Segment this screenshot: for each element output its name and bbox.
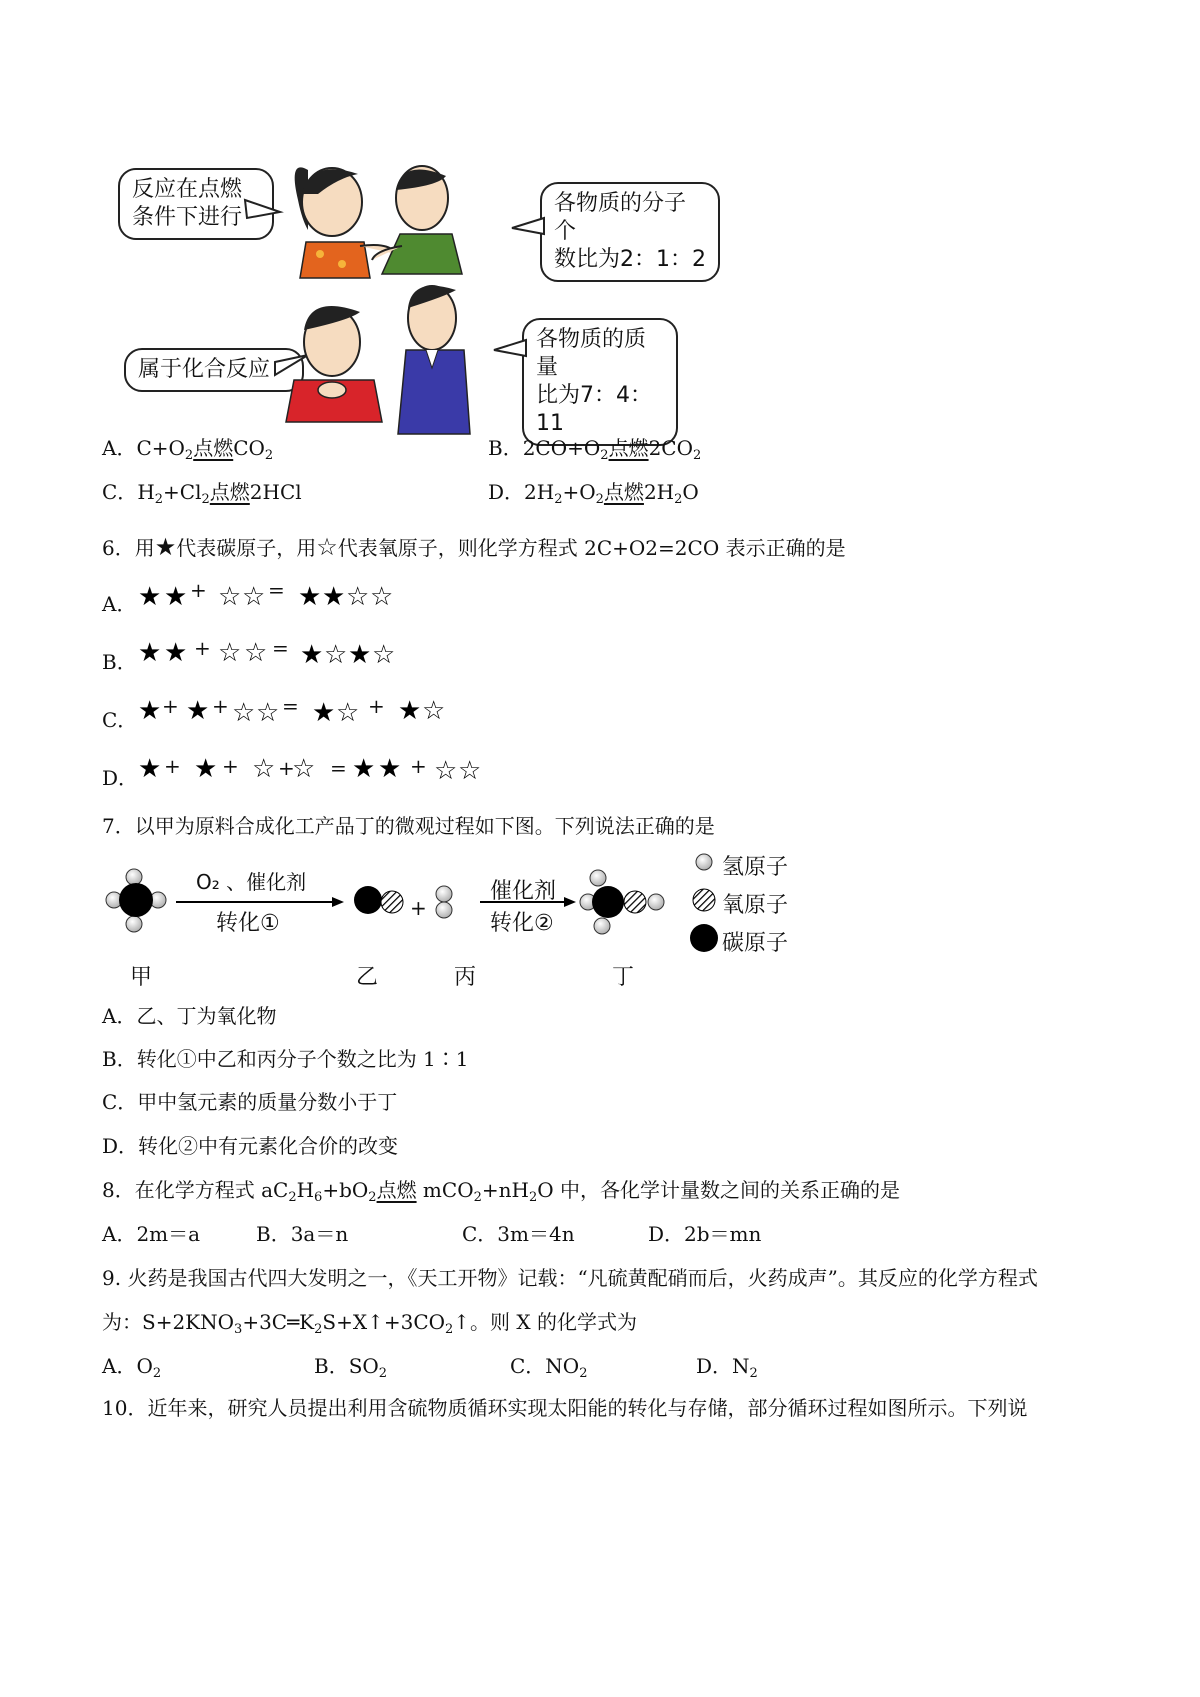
molecule-ding [580, 870, 664, 934]
oxygen-star-icon: ☆ [422, 696, 446, 726]
q5-option-c[interactable]: C．$H_2+Cl_2$点燃2HCl [102, 480, 302, 507]
q8-option-a[interactable]: A．2m＝a [102, 1222, 201, 1246]
q7-option-a[interactable]: A．乙、丁为氧化物 [102, 1004, 277, 1028]
bubble-1-line1: 反应在点燃 [132, 177, 243, 202]
oxygen-star-icon: ☆ [346, 582, 370, 612]
q8-option-c[interactable]: C．3m＝4n [462, 1222, 575, 1246]
legend-carbon: 碳原子 [722, 931, 789, 956]
q7-stem: 7．以甲为原料合成化工产品丁的微观过程如下图。下列说法正确的是 [102, 814, 715, 838]
q9-option-b[interactable]: B．$SO_2$ [314, 1354, 388, 1381]
oxygen-star-icon: ☆ [232, 698, 256, 728]
carbon-star-icon: ★ [138, 696, 162, 726]
bubble-2-line1: 各物质的分子个 [554, 191, 687, 244]
q7-option-d[interactable]: D．转化②中有元素化合价的改变 [102, 1134, 399, 1158]
black-star-icon: ★ [154, 533, 177, 561]
molecule-yi [354, 886, 403, 914]
oxygen-star-icon: ☆ [244, 638, 268, 668]
carbon-star-icon: ★ [322, 582, 346, 612]
bubble-4-line2: 比为7：4：11 [536, 383, 652, 436]
oxygen-star-icon: ☆ [324, 640, 348, 670]
q5-option-b[interactable]: B．$2CO+O_2$点燃$2CO_2$ [488, 436, 702, 463]
q9-option-c[interactable]: C．$NO_2$ [510, 1354, 588, 1381]
carbon-star-icon: ★ [298, 582, 322, 612]
arrow1-bottom-label: 转化① [216, 911, 280, 936]
label-yi: 乙 [356, 965, 379, 990]
arrow1-top-label: O₂ 、催化剂 [196, 870, 307, 894]
q6-stem: 6．用★代表碳原子，用☆代表氧原子，则化学方程式 2C+O2=2CO 表示正确的是 [102, 533, 846, 561]
legend-oxygen: 氧原子 [722, 893, 789, 918]
plus-sign: + [410, 896, 427, 920]
q8-stem: 8．在化学方程式 $aC_2H_6+bO_2$点燃 $mCO_2+nH_2O$ 中，各化学计量数之间的关系正确的是 [102, 1178, 901, 1205]
bubble-2-line2: 数比为2：1：2 [554, 247, 706, 272]
oxygen-star-icon: ☆ [256, 698, 280, 728]
oxygen-star-icon: ☆ [252, 754, 276, 784]
carbon-star-icon: ★ [348, 640, 372, 670]
q6-option-c[interactable]: C． ★ + ★ + ☆ ☆ = ★ ☆ + ★ ☆ [102, 694, 446, 732]
q8-option-b[interactable]: B．3a＝n [256, 1222, 349, 1246]
carbon-star-icon: ★ [300, 640, 324, 670]
white-star-icon: ☆ [316, 533, 338, 561]
carbon-star-icon: ★ [164, 638, 188, 668]
q7-option-b[interactable]: B．转化①中乙和丙分子个数之比为 1∶1 [102, 1047, 469, 1071]
legend-hydrogen: 氢原子 [722, 855, 789, 880]
q9-stem-line2: 为：$S+2KNO_3+3C═K_2S+X↑+3CO_2↑$。则 X 的化学式为 [102, 1310, 638, 1337]
q5-option-a[interactable]: A．$C+O_2$点燃$CO_2$ [102, 436, 274, 463]
q6-option-b[interactable]: B． ★ ★ + ☆ ☆ = ★ ☆ ★ ☆ [102, 636, 396, 674]
bubble-4-line1: 各物质的质量 [536, 327, 647, 380]
arrow2-top-label: 催化剂 [490, 879, 557, 904]
q5-option-d[interactable]: D．$2H_2+O_2$点燃$2H_2O$ [488, 480, 699, 507]
molecule-bing [436, 886, 452, 918]
carbon-star-icon: ★ [352, 754, 376, 784]
carbon-star-icon: ★ [378, 754, 402, 784]
carbon-star-icon: ★ [312, 698, 336, 728]
q10-stem: 10．近年来，研究人员提出利用含硫物质循环实现太阳能的转化与存储，部分循环过程如图所示。下列说 [102, 1396, 1028, 1420]
q8-option-d[interactable]: D．2b＝mn [648, 1222, 762, 1246]
label-ding: 丁 [612, 965, 635, 990]
boy-green-figure [372, 166, 462, 274]
carbon-star-icon: ★ [398, 696, 422, 726]
carbon-star-icon: ★ [138, 582, 162, 612]
oxygen-star-icon: ☆ [458, 756, 482, 786]
oxygen-star-icon: ☆ [336, 698, 360, 728]
q9-option-d[interactable]: D．$N_2$ [696, 1354, 758, 1381]
cartoon-illustration [110, 150, 720, 440]
boy-blue-figure [398, 286, 470, 434]
oxygen-star-icon: ☆ [218, 638, 242, 668]
bubble-3-text: 属于化合反应 [138, 357, 271, 382]
oxygen-star-icon: ☆ [292, 754, 316, 784]
carbon-star-icon: ★ [138, 754, 162, 784]
cartoon-people-figure [110, 150, 720, 440]
boy-red-figure [286, 306, 382, 422]
bubble-1-line2: 条件下进行 [132, 205, 243, 230]
carbon-star-icon: ★ [194, 754, 218, 784]
oxygen-star-icon: ☆ [218, 582, 242, 612]
carbon-star-icon: ★ [164, 582, 188, 612]
q7-reaction-diagram [100, 848, 820, 988]
girl-figure [295, 167, 396, 278]
q9-option-a[interactable]: A．$O_2$ [102, 1354, 162, 1381]
arrow2-bottom-label: 转化② [490, 911, 554, 936]
q7-option-c[interactable]: C．甲中氢元素的质量分数小于丁 [102, 1090, 398, 1114]
label-jia: 甲 [130, 965, 153, 990]
carbon-star-icon: ★ [138, 638, 162, 668]
label-bing: 丙 [454, 965, 477, 990]
q6-option-a[interactable]: A． ★ ★ + ☆ ☆ = ★ ★ ☆ ☆ [102, 578, 394, 616]
carbon-star-icon: ★ [186, 696, 210, 726]
oxygen-star-icon: ☆ [372, 640, 396, 670]
oxygen-star-icon: ☆ [370, 582, 394, 612]
oxygen-star-icon: ☆ [242, 582, 266, 612]
q9-stem-line1: 9. 火药是我国古代四大发明之一，《天工开物》记载：“凡硫黄配硝而后，火药成声”。其反应的化学方程式 [102, 1266, 1038, 1290]
molecule-jia [106, 869, 166, 932]
q6-option-d[interactable]: D． ★ + ★ + ☆ + ☆ = ★ ★ + ☆ ☆ [102, 754, 482, 790]
oxygen-star-icon: ☆ [434, 756, 458, 786]
